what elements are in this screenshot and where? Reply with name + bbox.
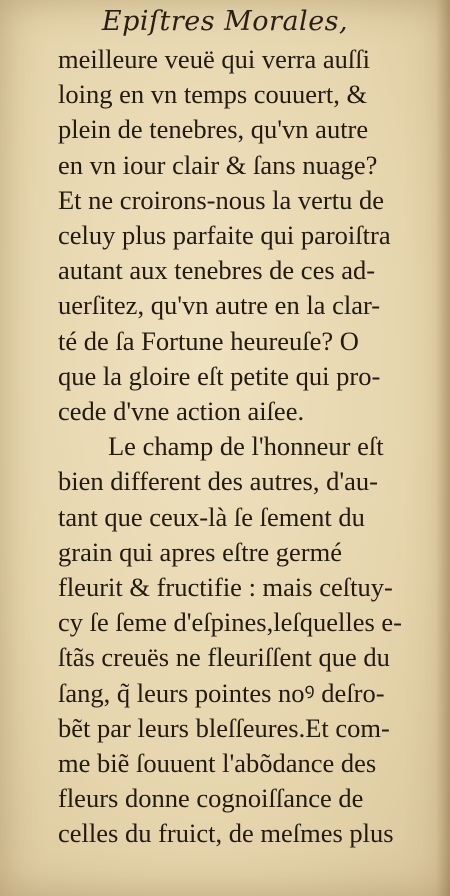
body-text [58,42,430,852]
text-line: celles du fruict, de meſmes plus [58,818,394,849]
text-line: Et ne croirons-nous la vertu de [58,184,384,215]
text-line: cede d'vne action aiſee. [58,396,305,427]
text-line: té de ſa Fortune heureuſe? O [58,325,359,356]
paragraph-start-line: Le champ de l'honneur eſt [108,431,384,462]
page-edge-shadow [436,0,450,896]
text-line: fleurs donne cognoiſſance de [58,783,364,814]
text-line: fleurit & fructifie : mais ceſtuy- [58,572,393,603]
text-line: plein de tenebres, qu'vn autre [58,114,369,145]
text-line: ſang, q̃ leurs pointes noꝰ deſro- [58,677,385,708]
text-line: uerſitez, qu'vn autre en la clar- [58,290,381,321]
text-line: me biẽ ſouuent l'abõdance des [58,748,377,779]
text-line: meilleure veuë qui verra auſſi [58,44,370,74]
text-line: loing en vn temps couuert, & [58,79,368,110]
text-line: bien different des autres, d'au- [58,466,378,497]
text-line: cy ſe ſeme d'eſpines,leſquelles e- [58,607,402,638]
text-line: en vn iour clair & ſans nuage? [58,149,378,180]
text-line: grain qui apres eſtre germé [58,536,343,567]
text-line: que la gloire eſt petite qui pro- [58,360,381,391]
text-line: autant aux tenebres de ces ad- [58,255,376,286]
text-line: celuy plus parfaite qui paroiſtra [58,220,391,251]
running-header: Epiſtres Morales, [101,6,349,37]
text-line: ſtãs creuës ne fleuriſſent que du [58,642,390,673]
text-line: tant que ceux-là ſe ſement du [58,501,365,532]
text-line: bẽt par leurs bleſſeures.Et com- [58,712,390,743]
